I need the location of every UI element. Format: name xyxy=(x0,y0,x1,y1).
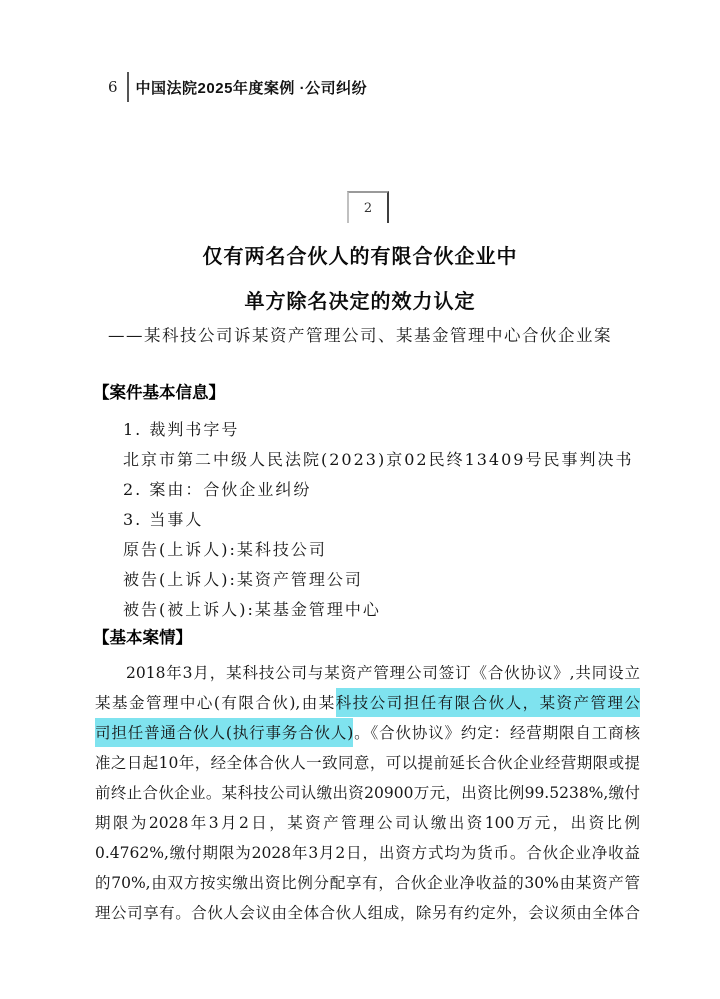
info-line: 2. 案由：合伙企业纠纷 xyxy=(123,480,312,499)
basic-info-list xyxy=(95,415,640,625)
body-line xyxy=(95,898,640,928)
case-subtitle: ——某科技公司诉某资产管理公司、某基金管理中心合伙企业案 xyxy=(108,326,612,345)
section-heading-basic-info: 【案件基本信息】 xyxy=(93,384,225,402)
body-line xyxy=(95,688,640,718)
info-line: 1. 裁判书字号 xyxy=(123,420,240,439)
body-line xyxy=(95,658,640,688)
highlighted-text: 司担任普通合伙人(执行事务合伙人) xyxy=(95,718,353,747)
case-title-line-1: 仅有两名合伙人的有限合伙企业中 xyxy=(202,246,518,268)
body-text: 0.4762%,缴付期限为2028年3月2日，出资方式均为货币。合伙企业净收益 xyxy=(95,844,640,862)
body-line xyxy=(95,838,640,868)
running-header xyxy=(108,72,367,102)
body-text: 。《合伙协议》约定：经营期限自工商核 xyxy=(353,724,640,742)
highlighted-text: 科技公司担任有限合伙人，某资产管理公 xyxy=(336,688,640,717)
body-text: 2018年3月，某科技公司与某资产管理公司签订《合伙协议》,共同设立 xyxy=(126,664,640,682)
case-title-line-2: 单方除名决定的效力认定 xyxy=(244,291,476,313)
basic-facts-paragraph xyxy=(95,658,640,928)
body-text: 的70%,由双方按实缴出资比例分配享有，合伙企业净收益的30%由某资产管 xyxy=(95,874,640,892)
header-divider xyxy=(127,72,129,102)
body-line xyxy=(95,718,640,748)
case-number-box xyxy=(347,191,389,223)
body-text: 某基金管理中心(有限合伙),由某 xyxy=(95,694,336,712)
info-line: 北京市第二中级人民法院(2023)京02民终13409号民事判决书 xyxy=(123,450,634,469)
info-line: 被告(上诉人):某资产管理公司 xyxy=(123,570,363,589)
body-text: 理公司享有。合伙人会议由全体合伙人组成，除另有约定外，会议须由全体合 xyxy=(95,904,640,922)
body-text: 期限为2028年3月2日，某资产管理公司认缴出资100万元，出资比例 xyxy=(95,814,640,832)
page-number: 6 xyxy=(108,78,118,96)
body-line xyxy=(95,868,640,898)
body-text: 准之日起10年，经全体合伙人一致同意，可以提前延长合伙企业经营期限或提 xyxy=(95,754,640,772)
section-heading-basic-facts: 【基本案情】 xyxy=(93,629,192,647)
body-line xyxy=(95,808,640,838)
body-line xyxy=(95,748,640,778)
book-title: 中国法院2025年度案例 ·公司纠纷 xyxy=(135,79,368,97)
body-text: 前终止合伙企业。某科技公司认缴出资20900万元，出资比例99.5238%,缴付 xyxy=(95,784,640,802)
case-number: 2 xyxy=(363,200,373,216)
info-line: 被告(被上诉人):某基金管理中心 xyxy=(123,600,381,619)
info-line: 3. 当事人 xyxy=(123,510,204,529)
info-line: 原告(上诉人):某科技公司 xyxy=(123,540,327,559)
body-line xyxy=(95,778,640,808)
